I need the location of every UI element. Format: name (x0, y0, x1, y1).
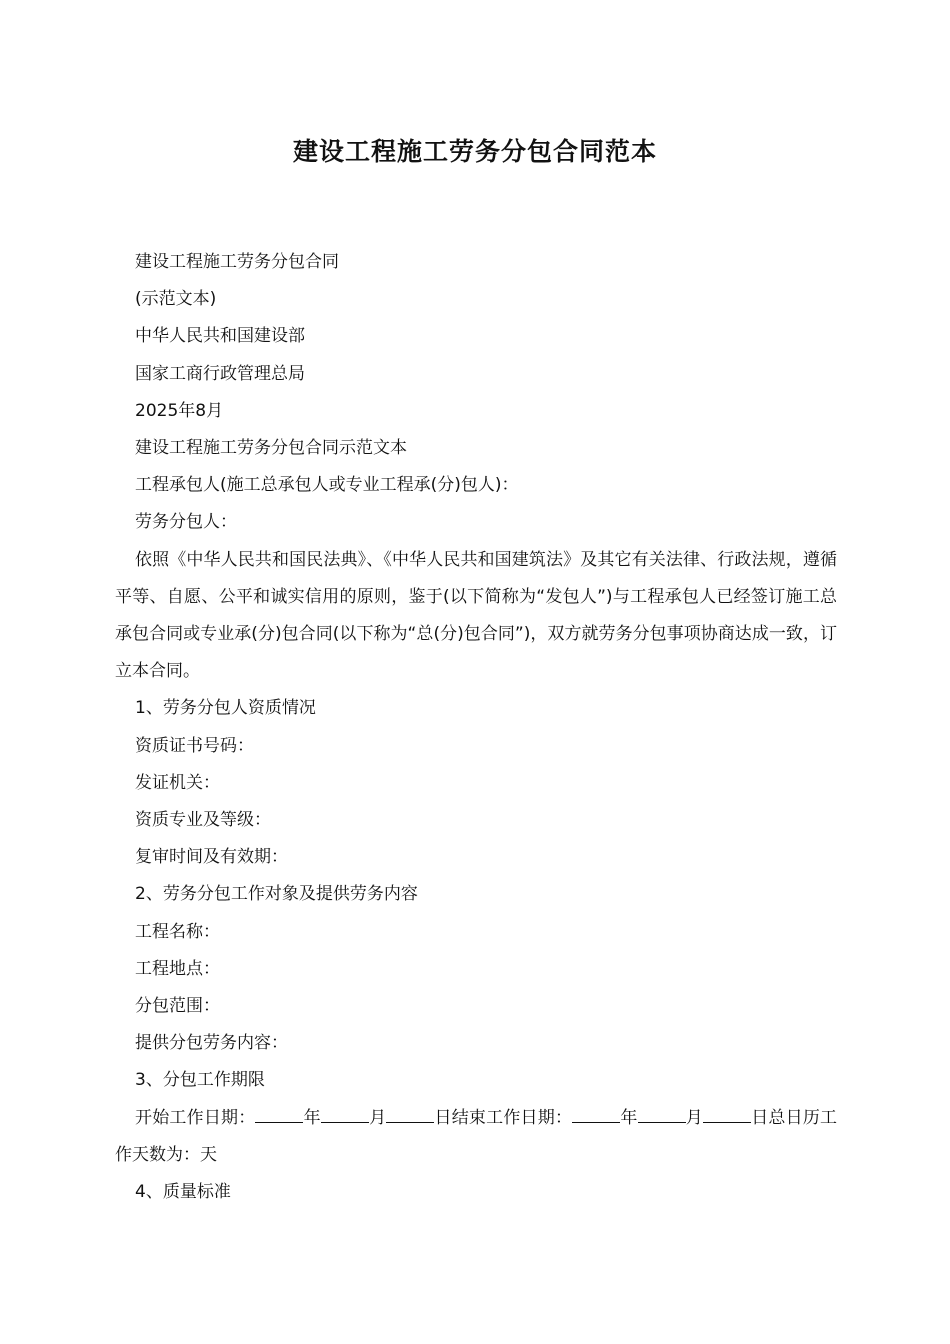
start-month-blank (321, 1108, 369, 1123)
end-month-blank (638, 1108, 686, 1123)
project-location-field: 工程地点： (135, 958, 220, 979)
end-day-blank (703, 1108, 751, 1123)
end-date-label: 日结束工作日期： (434, 1107, 573, 1128)
model-text-heading: 建设工程施工劳务分包合同示范文本 (135, 438, 407, 459)
document-title: 建设工程施工劳务分包合同范本 (292, 137, 657, 166)
qualification-grade-field: 资质专业及等级： (135, 810, 271, 831)
labor-content-field: 提供分包劳务内容： (135, 1033, 288, 1054)
project-name-field: 工程名称： (135, 921, 220, 942)
certificate-number-field: 资质证书号码： (135, 735, 254, 756)
section-3-heading: 3、分包工作期限 (135, 1070, 265, 1091)
start-day-blank (386, 1108, 434, 1123)
total-days-label: 日总日历工作天数为：天 (115, 1107, 838, 1165)
party-subcontractor: 劳务分包人： (135, 512, 237, 533)
work-period-paragraph (115, 1100, 837, 1174)
end-year-label: 年 (620, 1107, 638, 1128)
contract-name: 建设工程施工劳务分包合同 (135, 252, 339, 272)
end-year-blank (572, 1108, 620, 1123)
document-body (115, 244, 837, 1211)
review-validity-field: 复审时间及有效期： (135, 847, 288, 868)
issuer-administration: 国家工商行政管理总局 (135, 363, 305, 384)
start-year-blank (255, 1108, 303, 1123)
end-month-label: 月 (685, 1107, 704, 1128)
start-date-label: 开始工作日期： (135, 1107, 256, 1128)
issue-date: 2025年8月 (135, 400, 224, 421)
start-year-label: 年 (303, 1107, 321, 1128)
section-2-heading: 2、劳务分包工作对象及提供劳务内容 (135, 884, 418, 905)
issuer-ministry: 中华人民共和国建设部 (135, 326, 305, 347)
section-4-heading: 4、质量标准 (135, 1182, 231, 1203)
subcontract-scope-field: 分包范围： (135, 996, 220, 1017)
preamble-paragraph: 依照《中华人民共和国民法典》、《中华人民共和国建筑法》及其它有关法律、行政法规，遵循平等、自愿、公平和诚实信用的原则，鉴于(以下简称为“发包人”)与工程承包人已经签订施工总承包合同或专业承(分)包合同(以下称为“总(分)包合同”)，双方就劳务分包事项协商达成一致，订立本合同。 (115, 549, 837, 682)
model-text-note: (示范文本) (135, 289, 217, 310)
section-1-heading: 1、劳务分包人资质情况 (135, 698, 316, 719)
issuing-authority-field: 发证机关： (135, 772, 220, 793)
party-contractor: 工程承包人(施工总承包人或专业工程承(分)包人)： (135, 475, 519, 496)
start-month-label: 月 (368, 1107, 387, 1128)
